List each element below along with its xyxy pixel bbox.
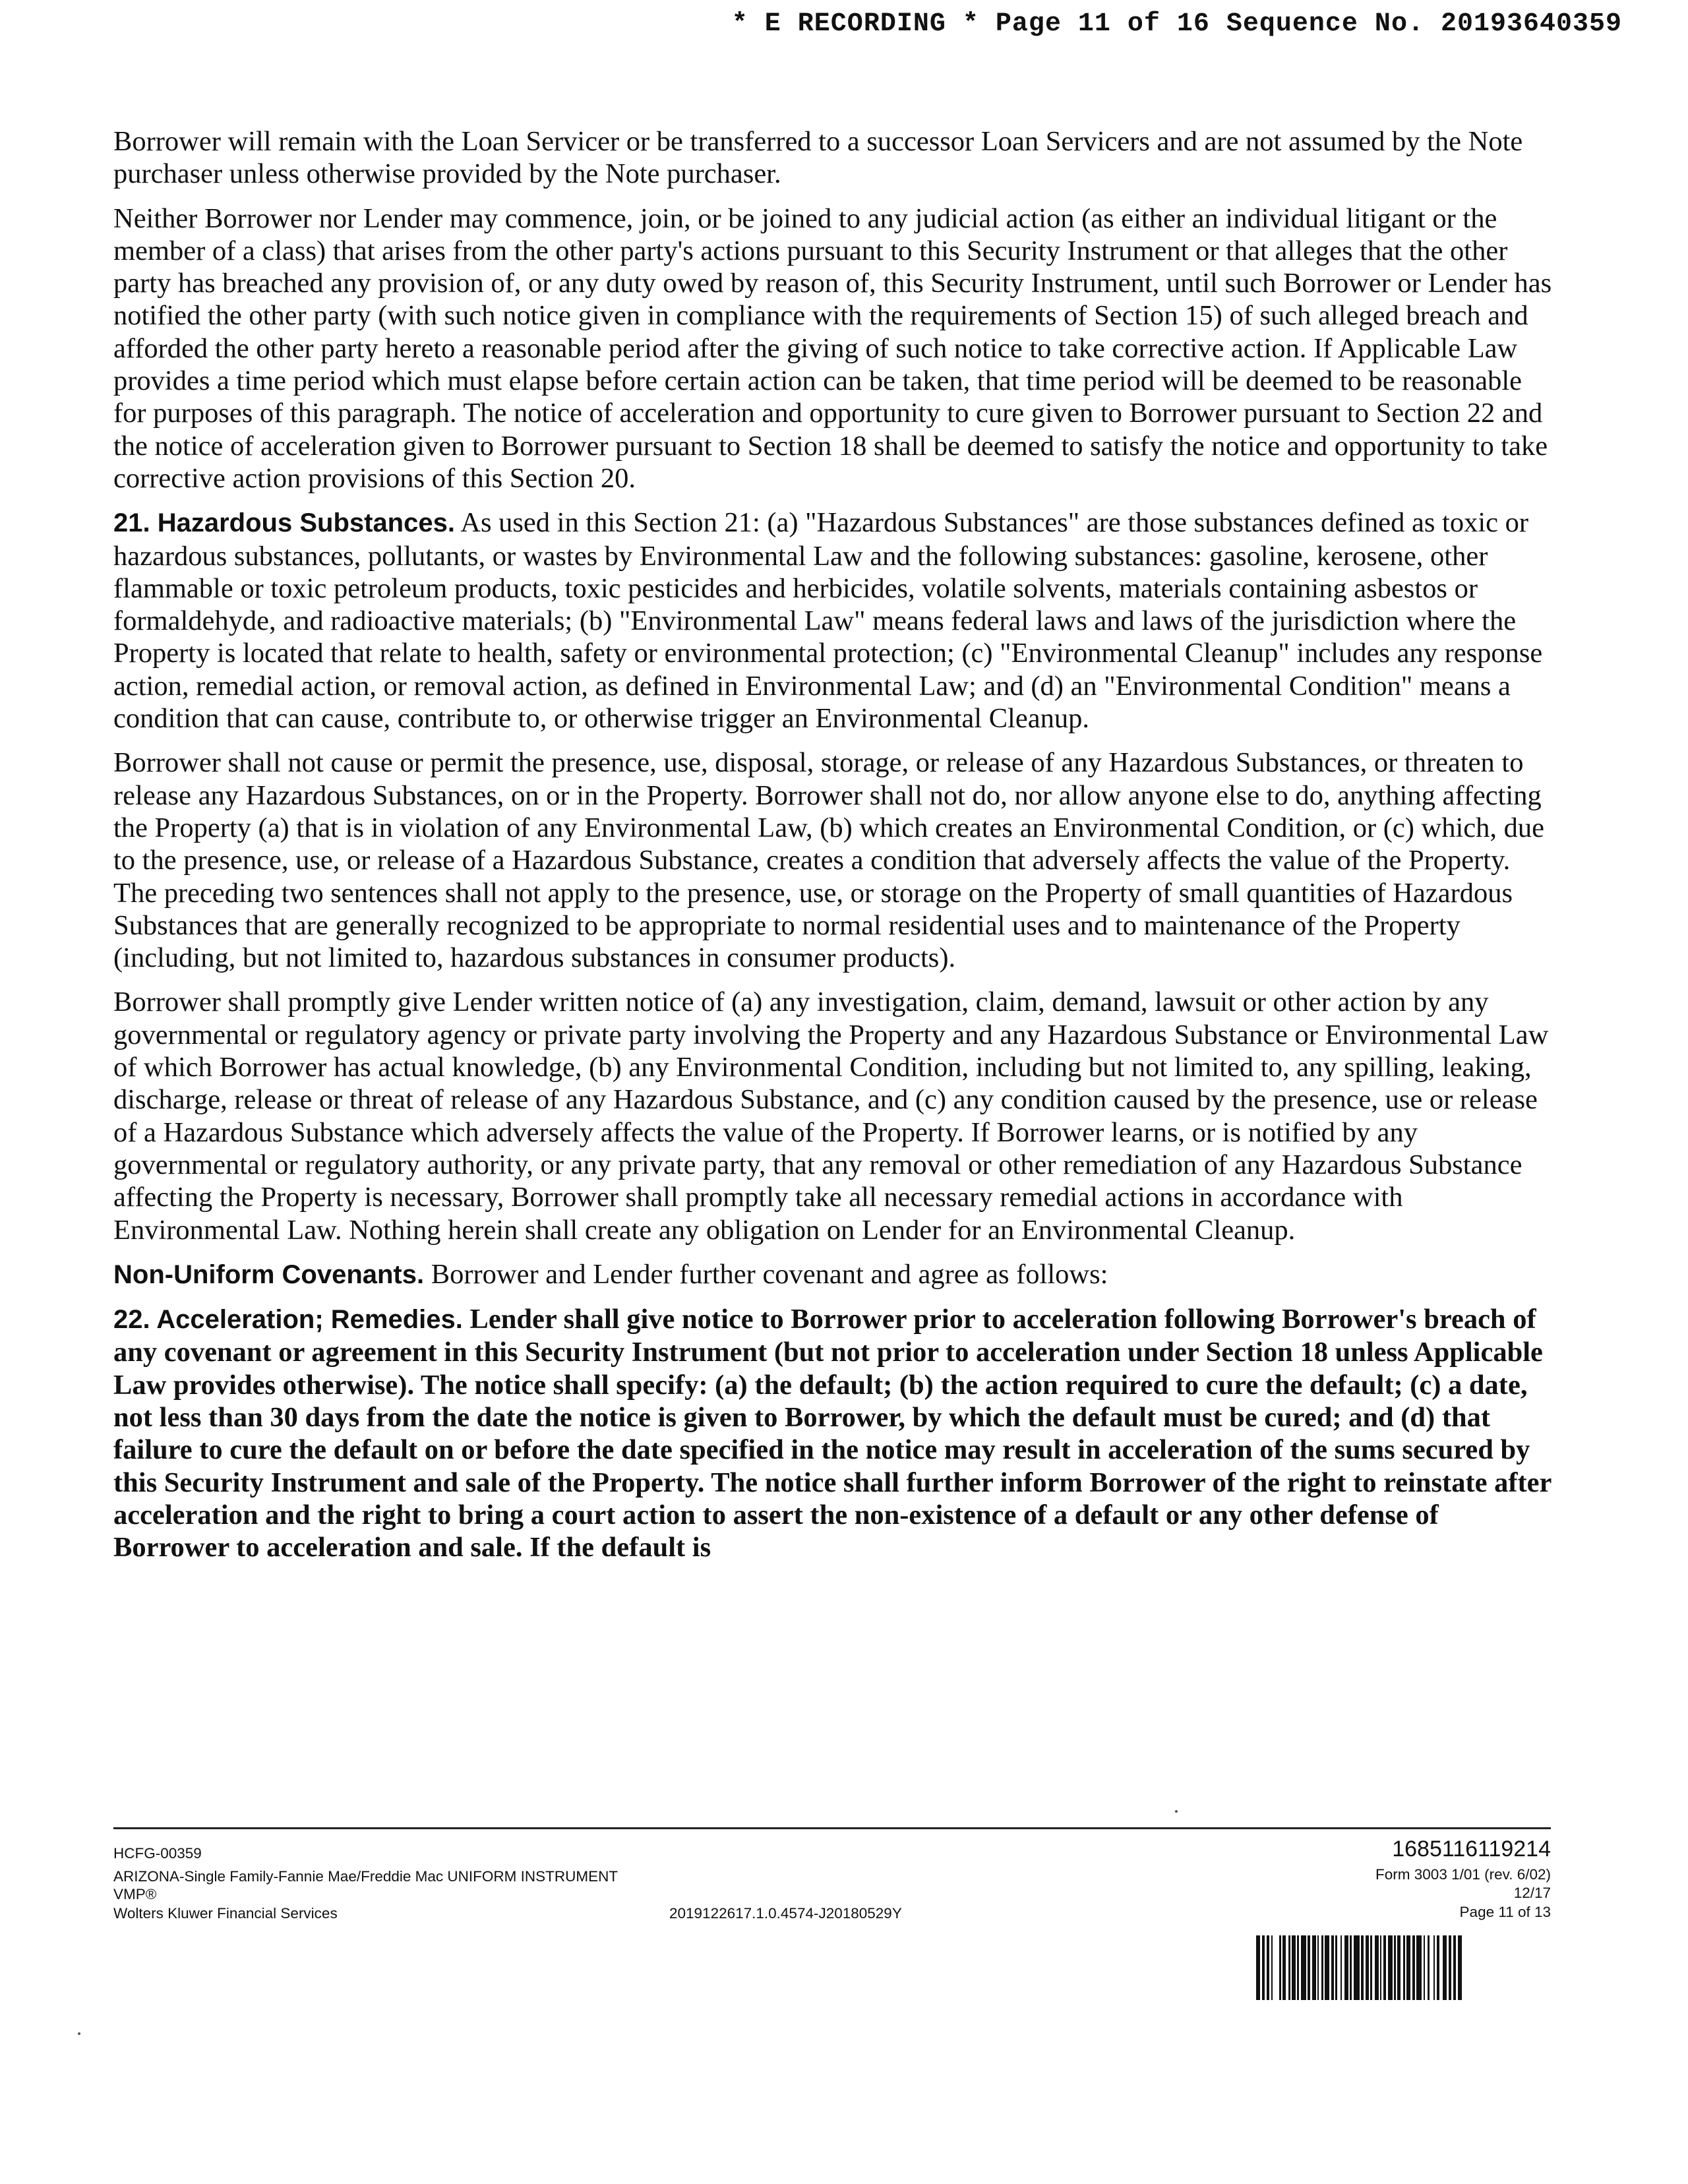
barcode-gap — [1273, 1935, 1279, 2000]
footer-publisher: Wolters Kluwer Financial Services — [113, 1905, 338, 1922]
non-uniform-covenants — [113, 1258, 1554, 1291]
non-uniform-covenants-text: Borrower and Lender further covenant and agree as follows: — [431, 1258, 1108, 1290]
barcode-bar — [1458, 1935, 1462, 2000]
section-21 — [113, 506, 1554, 735]
paragraph-written-notice: Borrower shall promptly give Lender written notice of (a) any investigation, claim, demand, lawsuit or other action by any governmental or regulatory agency or private party involving the Property and any Hazardous Substance or Environmental Law of which Borrower has actual knowledge, (b) any Environmental Condition, including but not limited to, any spilling, leaking, discharge, release or threat of release of any Hazardous Substance, and (c) any condition caused by the presence, use or release of a Hazardous Substance which adversely affects the value of the Property. If Borrower learns, or is notified by any governmental or regulatory authority, or any private party, that any removal or other remediation of any Hazardous Substance affecting the Property is necessary, Borrower shall promptly take all necessary remedial actions in accordance with Environmental Law. Nothing herein shall create any obligation on Lender for an Environmental Cleanup. — [113, 986, 1549, 1246]
section-22-text: Lender shall give notice to Borrower prior to acceleration following Borrower's breach of any covenant or agreement in this Security Instrument (but not prior to acceleration under Section 18 unless Applicable Law provides otherwise). The notice shall specify: (a) the default; (b) the action required to cure the default; (c) a date, not less than 30 days from the date the notice is given to Borrower, by which the default must be cured; and (d) that failure to cure the default on or before the date specified in the notice may result in acceleration of the sums secured by this Security Instrument and sale of the Property. The notice shall further inform Borrower of the right to reinstate after acceleration and the right to bring a court action to assert the non-existence of a default or any other defense of Borrower to acceleration and sale. If the default is — [113, 1304, 1552, 1563]
scan-speck — [1175, 1810, 1178, 1813]
scan-speck — [78, 2032, 80, 2035]
footer-vmp: VMP® — [113, 1886, 157, 1902]
section-22-heading: 22. Acceleration; Remedies. — [113, 1305, 463, 1335]
footer-page-label: Page 11 of 13 — [1459, 1904, 1551, 1920]
barcode-bar — [1354, 1935, 1360, 2000]
footer-instrument-name: ARIZONA-Single Family-Fannie Mae/Freddie Mac UNIFORM INSTRUMENT — [113, 1868, 618, 1885]
footer-divider — [113, 1827, 1551, 1829]
barcode-bar — [1325, 1935, 1329, 2000]
barcode-bar — [1301, 1935, 1306, 2000]
document-barcode — [1256, 1935, 1550, 2000]
section-21-heading: 21. Hazardous Substances. — [113, 508, 455, 538]
footer-form-date: 12/17 — [1513, 1885, 1551, 1901]
footer-doc-code: HCFG-00359 — [113, 1845, 202, 1862]
paragraph-hazardous-presence: Borrower shall not cause or permit the presence, use, disposal, storage, or release of any Hazardous Substances, or threaten to release any Hazardous Substances, on or in the Property. Borrower shall not do, nor allow anyone else to do, anything affecting the Property (a) that is in violation of any Environmental Law, (b) which creates an Environmental Condition, or (c) which, due to the presence, use, or release of a Hazardous Substance, creates a condition that adversely affects the value of the Property. The preceding two sentences shall not apply to the presence, use, or storage on the Property of small quantities of Hazardous Substances that are generally recognized to be appropriate to normal residential uses and to maintenance of the Property (including, but not limited to, hazardous substances in consumer products). — [113, 747, 1545, 974]
paragraph-continuation: Borrower will remain with the Loan Servicer or be transferred to a successor Loan Servicers and are not assumed by the Note purchaser unless otherwise provided by the Note purchaser. — [113, 126, 1523, 190]
document-body — [113, 125, 1554, 1575]
footer-loan-number: 1685116119214 — [1392, 1836, 1551, 1862]
paragraph-judicial-action: Neither Borrower nor Lender may commence, join, or be joined to any judicial action (as either an individual litigant or the member of a class) that arises from the other party's actions pursuant to this Security Instrument or that alleges that the other party has breached any provision of, or any duty owed by reason of, this Security Instrument, until such Borrower or Lender has notified the other party (with such notice given in compliance with the requirements of Section 15) of such alleged breach and afforded the other party hereto a reasonable period after the giving of such notice to take corrective action. If Applicable Law provides a time period which must elapse before certain action can be taken, that time period will be deemed to be reasonable for purposes of this paragraph. The notice of acceleration and opportunity to cure given to Borrower pursuant to Section 22 and the notice of acceleration given to Borrower pursuant to Section 18 shall be deemed to satisfy the notice and opportunity to take corrective action provisions of this Section 20. — [113, 202, 1552, 494]
section-21-text: As used in this Section 21: (a) "Hazardous Substances" are those substances defined as toxic or hazardous substances, pollutants, or wastes by Environmental Law and the following substances: gasoline, kerosene, other flammable or toxic petroleum products, toxic pesticides and herbicides, volatile solvents, materials containing asbestos or formaldehyde, and radioactive materials; (b) "Environmental Law" means federal laws and laws of the jurisdiction where the Property is located that relate to health, safety or environmental protection; (c) "Environmental Cleanup" includes any response action, remedial action, or removal action, as defined in Environmental Law; and (d) an "Environmental Condition" means a condition that can cause, contribute to, or otherwise trigger an Environmental Cleanup. — [113, 507, 1543, 735]
section-22 — [113, 1303, 1554, 1563]
recording-header: * E RECORDING * Page 11 of 16 Sequence No. 20193640359 — [731, 9, 1622, 39]
footer-version-code: 2019122617.1.0.4574-J20180529Y — [669, 1905, 902, 1922]
barcode-bar — [1388, 1935, 1393, 2000]
footer-form-number: Form 3003 1/01 (rev. 6/02) — [1375, 1866, 1551, 1883]
non-uniform-covenants-heading: Non-Uniform Covenants. — [113, 1259, 425, 1289]
barcode-bar — [1416, 1935, 1422, 2000]
